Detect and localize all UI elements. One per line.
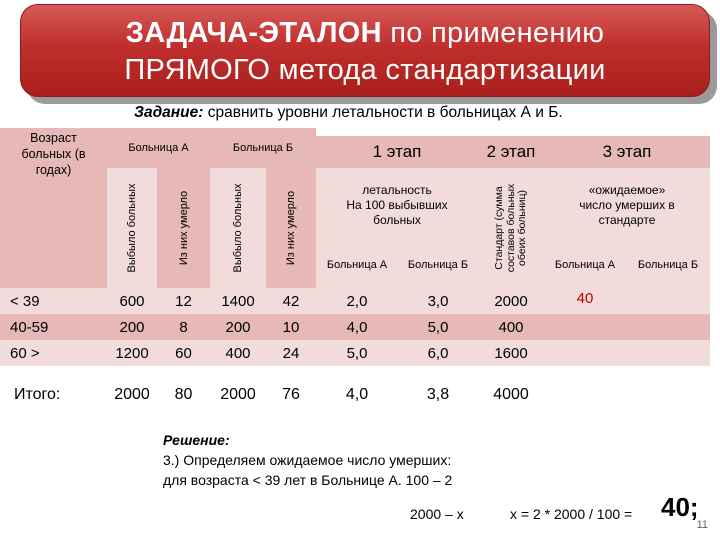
header-stage-1	[316, 136, 478, 168]
table-cell-value: 200	[119, 318, 145, 336]
table-cell-let_b	[398, 314, 478, 340]
table-cell-exp_b	[626, 288, 710, 314]
table-cell-value: 2000	[494, 292, 528, 310]
stage-1-desc-line: летальность	[362, 182, 432, 197]
header-stage-1-desc	[316, 168, 478, 242]
title-line-1	[21, 17, 709, 50]
table-cell-b_died	[266, 314, 316, 340]
table-cell-value: 42	[282, 292, 300, 310]
header-age-text: Возраст больных (в годах)	[21, 131, 86, 177]
table-cell-value: 2,0	[346, 292, 368, 310]
table-cell-b_died	[266, 366, 316, 424]
table-cell-age	[0, 340, 107, 366]
table-cell-value: 4,0	[345, 386, 369, 403]
table-cell-exp_b	[626, 366, 710, 424]
header-stage-2-desc-text	[494, 184, 529, 273]
table-cell-b_out	[210, 314, 266, 340]
sub-header-text: Больница Б	[637, 259, 699, 271]
table-cell-std	[478, 366, 544, 424]
header-age	[0, 128, 107, 288]
table-cell-value: Итого:	[14, 386, 61, 403]
header-b-died	[266, 168, 316, 288]
header-stage-1-text: 1 этап	[372, 142, 422, 161]
sub-header-text: Больница А	[326, 259, 388, 271]
table-cell-value: 3,0	[427, 292, 449, 310]
header-stage-1-b	[398, 242, 478, 288]
table-cell-let_b	[398, 366, 478, 424]
header-b-died-text: Из них умерло	[285, 190, 297, 266]
table-cell-a_out	[107, 288, 157, 314]
title-part: метода	[278, 54, 378, 86]
stage-2-desc-line: составов больных	[504, 183, 517, 273]
table-cell-value: 600	[119, 292, 145, 310]
table-cell-value: 1400	[221, 292, 255, 310]
header-stage-2-text: 2 этап	[486, 142, 536, 161]
table-cell-value: < 39	[10, 292, 40, 310]
table-cell-value: 1600	[494, 344, 528, 362]
header-stage-2-desc	[478, 168, 544, 288]
table-cell-value: 5,0	[346, 344, 368, 362]
stage-1-desc-line: На 100 выбывших	[346, 197, 448, 212]
solution-label: Решение:	[163, 432, 230, 448]
header-stage-2	[478, 136, 544, 168]
table-cell-exp_a	[544, 314, 626, 340]
table-cell-a_died	[157, 288, 210, 314]
table-cell-b_died	[266, 340, 316, 366]
solution-result: 40;	[661, 492, 699, 522]
table-cell-value: 12	[175, 292, 192, 310]
header-stage-3-text: 3 этап	[602, 142, 652, 161]
header-stage-3-a	[544, 242, 626, 288]
table-cell-exp_b	[626, 340, 710, 366]
table-cell-value: 80	[174, 386, 193, 403]
table-cell-exp_a	[544, 366, 626, 424]
solution-formula: х = 2 * 2000 / 100 =	[510, 506, 633, 522]
table-cell-value: 4000	[493, 386, 529, 403]
table-cell-value: 400	[498, 318, 524, 336]
header-stage-3-desc	[544, 168, 710, 242]
table-cell-a_out	[107, 340, 157, 366]
solution-proportion: 2000 – х	[410, 506, 464, 522]
stage-2-desc-line: обеих больниц)	[515, 189, 528, 267]
table-cell-value: 60	[175, 344, 192, 362]
title-line-2	[21, 54, 709, 87]
task-text: сравнить уровни летальности в больницах А и Б.	[207, 104, 563, 121]
stage-3-desc-line: стандарте	[598, 212, 656, 227]
header-a-discharged-text: Выбыло больных	[126, 183, 138, 273]
table-cell-b_out	[210, 288, 266, 314]
table-cell-value: 60 >	[10, 344, 40, 362]
header-stage-3-b	[626, 242, 710, 288]
title-banner	[20, 4, 710, 97]
task-statement	[134, 104, 563, 122]
table-cell-let_a	[316, 314, 398, 340]
table-cell-value: 4,0	[346, 318, 368, 336]
table-cell-exp_a	[544, 288, 626, 314]
table-cell-age	[0, 288, 107, 314]
header-stage-3	[544, 136, 710, 168]
header-hospital-b-text: Больница Б	[232, 142, 294, 154]
sub-header-text: Больница А	[554, 259, 616, 271]
table-cell-value: 400	[225, 344, 251, 362]
table-cell-a_died	[157, 314, 210, 340]
header-a-died-text: Из них умерло	[177, 190, 190, 266]
table-cell-value: 8	[179, 318, 188, 336]
table-cell-b_out	[210, 366, 266, 424]
header-hospital-a	[107, 128, 210, 168]
table-cell-value: 10	[282, 318, 300, 336]
table-cell-value: 3,8	[426, 386, 450, 403]
table-cell-exp_a	[544, 340, 626, 366]
table-cell-a_out	[107, 314, 157, 340]
table-cell-value: 76	[282, 386, 300, 403]
header-hospital-a-text: Больница А	[128, 142, 189, 154]
table-cell-value: 2000	[114, 386, 150, 403]
solution-line-1: 3.) Определяем ожидаемое число умерших:	[163, 452, 452, 468]
table-cell-let_a	[316, 366, 398, 424]
stage-1-desc-line: больных	[373, 212, 421, 227]
page-number: 11	[696, 519, 708, 531]
table-cell-age	[0, 314, 107, 340]
table-cell-value: 40	[576, 290, 594, 307]
stage-3-desc-line: число умерших в	[579, 197, 675, 212]
header-a-died	[157, 168, 210, 288]
header-stage-1-a	[316, 242, 398, 288]
table-cell-value: 6,0	[427, 344, 449, 362]
table-cell-a_died	[157, 366, 210, 424]
table-cell-exp_b	[626, 314, 710, 340]
title-part: ЗАДАЧА-ЭТАЛОН	[125, 17, 382, 49]
table-cell-b_died	[266, 288, 316, 314]
task-label: Задание:	[134, 104, 204, 121]
table-cell-value: 5,0	[427, 318, 449, 336]
sub-header-text: Больница Б	[407, 259, 469, 271]
title-part: стандартизации	[385, 54, 606, 86]
table-cell-std	[478, 288, 544, 314]
table-cell-value: 1200	[115, 344, 149, 362]
table-cell-let_a	[316, 340, 398, 366]
title-part: по применению	[390, 17, 605, 49]
table-cell-value: 2000	[220, 386, 256, 403]
table-cell-a_died	[157, 340, 210, 366]
table-cell-a_out	[107, 366, 157, 424]
table-cell-let_b	[398, 288, 478, 314]
table-cell-b_out	[210, 340, 266, 366]
table-cell-let_b	[398, 340, 478, 366]
header-b-discharged	[210, 168, 266, 288]
header-a-discharged	[107, 168, 157, 288]
header-b-discharged-text: Выбыло больных	[232, 183, 244, 273]
table-cell-std	[478, 340, 544, 366]
table-cell-value: 40-59	[10, 318, 49, 336]
table-cell-std	[478, 314, 544, 340]
table-cell-value: 24	[282, 344, 300, 362]
header-hospital-b	[210, 128, 316, 168]
solution-line-2: для возраста < 39 лет в Больнице А. 100 – 2	[163, 472, 453, 488]
stage-3-desc-line: «ожидаемое»	[588, 182, 666, 197]
table-cell-age	[0, 366, 107, 424]
title-part: ПРЯМОГО	[124, 54, 271, 86]
stage-2-desc-line: Стандарт (сумма	[492, 186, 505, 270]
table-cell-let_a	[316, 288, 398, 314]
table-cell-value: 200	[225, 318, 251, 336]
